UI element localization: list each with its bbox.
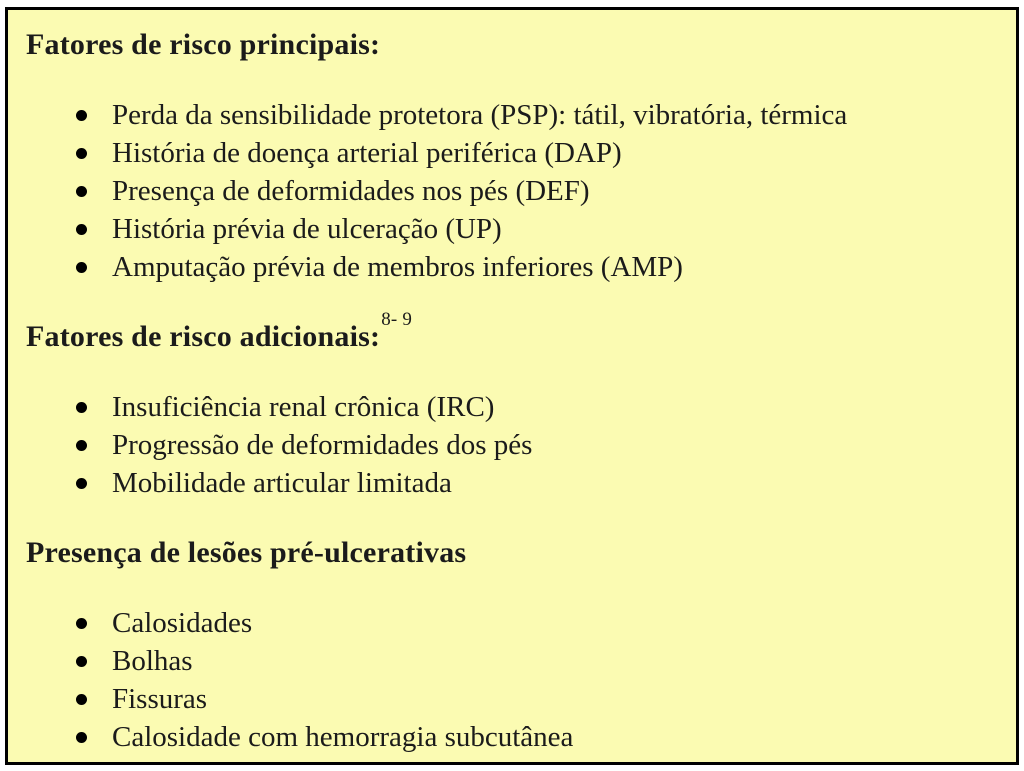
- section-heading-main: [26, 24, 998, 66]
- list-item-text: Presença de deformidades nos pés (DEF): [112, 175, 590, 207]
- list-item-text: Progressão de deformidades dos pés: [112, 429, 533, 461]
- section-heading-main-text: Fatores de risco principais:: [26, 28, 381, 61]
- section-heading-additional-text: Fatores de risco adicionais:: [26, 320, 381, 353]
- bullet-icon: [76, 402, 87, 413]
- list-item: [76, 680, 998, 718]
- bullet-icon: [76, 262, 87, 273]
- section-heading-additional: [26, 309, 998, 358]
- list-item: [76, 604, 998, 642]
- bullet-icon: [76, 732, 87, 743]
- list-item-text: Mobilidade articular limitada: [112, 467, 452, 499]
- list-item: [76, 718, 998, 756]
- bullet-icon: [76, 694, 87, 705]
- section-heading-additional-superscript: 8- 9: [381, 309, 413, 330]
- list-item: [76, 464, 998, 502]
- bullet-icon: [76, 186, 87, 197]
- list-item-text: Insuficiência renal crônica (IRC): [112, 391, 495, 423]
- list-item: [76, 388, 998, 426]
- list-item-text: História de doença arterial periférica (DAP): [112, 137, 622, 169]
- main-risk-factors-list: [24, 96, 998, 286]
- list-item: [76, 426, 998, 464]
- list-item-text: História prévia de ulceração (UP): [112, 213, 502, 245]
- list-item: [76, 248, 998, 286]
- bullet-icon: [76, 440, 87, 451]
- list-item-text: Calosidade com hemorragia subcutânea: [112, 721, 574, 753]
- risk-factors-box: [5, 7, 1019, 765]
- list-item-text: Amputação prévia de membros inferiores (AMP): [112, 251, 683, 283]
- list-item: [76, 96, 998, 134]
- section-additional-risk-factors: [24, 309, 998, 502]
- list-item-text: Fissuras: [112, 683, 208, 715]
- bullet-icon: [76, 148, 87, 159]
- bullet-icon: [76, 478, 87, 489]
- list-item-text: Calosidades: [112, 607, 253, 639]
- bullet-icon: [76, 224, 87, 235]
- list-item: [76, 210, 998, 248]
- list-item: [76, 642, 998, 680]
- section-pre-ulcerative-lesions: [24, 532, 998, 756]
- section-heading-pre-ulcerative-text: Presença de lesões pré-ulcerativas: [26, 536, 467, 569]
- list-item-text: Perda da sensibilidade protetora (PSP): tátil, vibratória, térmica: [112, 99, 848, 131]
- list-item-text: Bolhas: [112, 645, 193, 677]
- bullet-icon: [76, 110, 87, 121]
- additional-risk-factors-list: [24, 388, 998, 502]
- list-item: [76, 172, 998, 210]
- pre-ulcerative-lesions-list: [24, 604, 998, 756]
- bullet-icon: [76, 618, 87, 629]
- section-heading-pre-ulcerative: [26, 532, 998, 574]
- section-main-risk-factors: [24, 24, 998, 286]
- list-item: [76, 134, 998, 172]
- bullet-icon: [76, 656, 87, 667]
